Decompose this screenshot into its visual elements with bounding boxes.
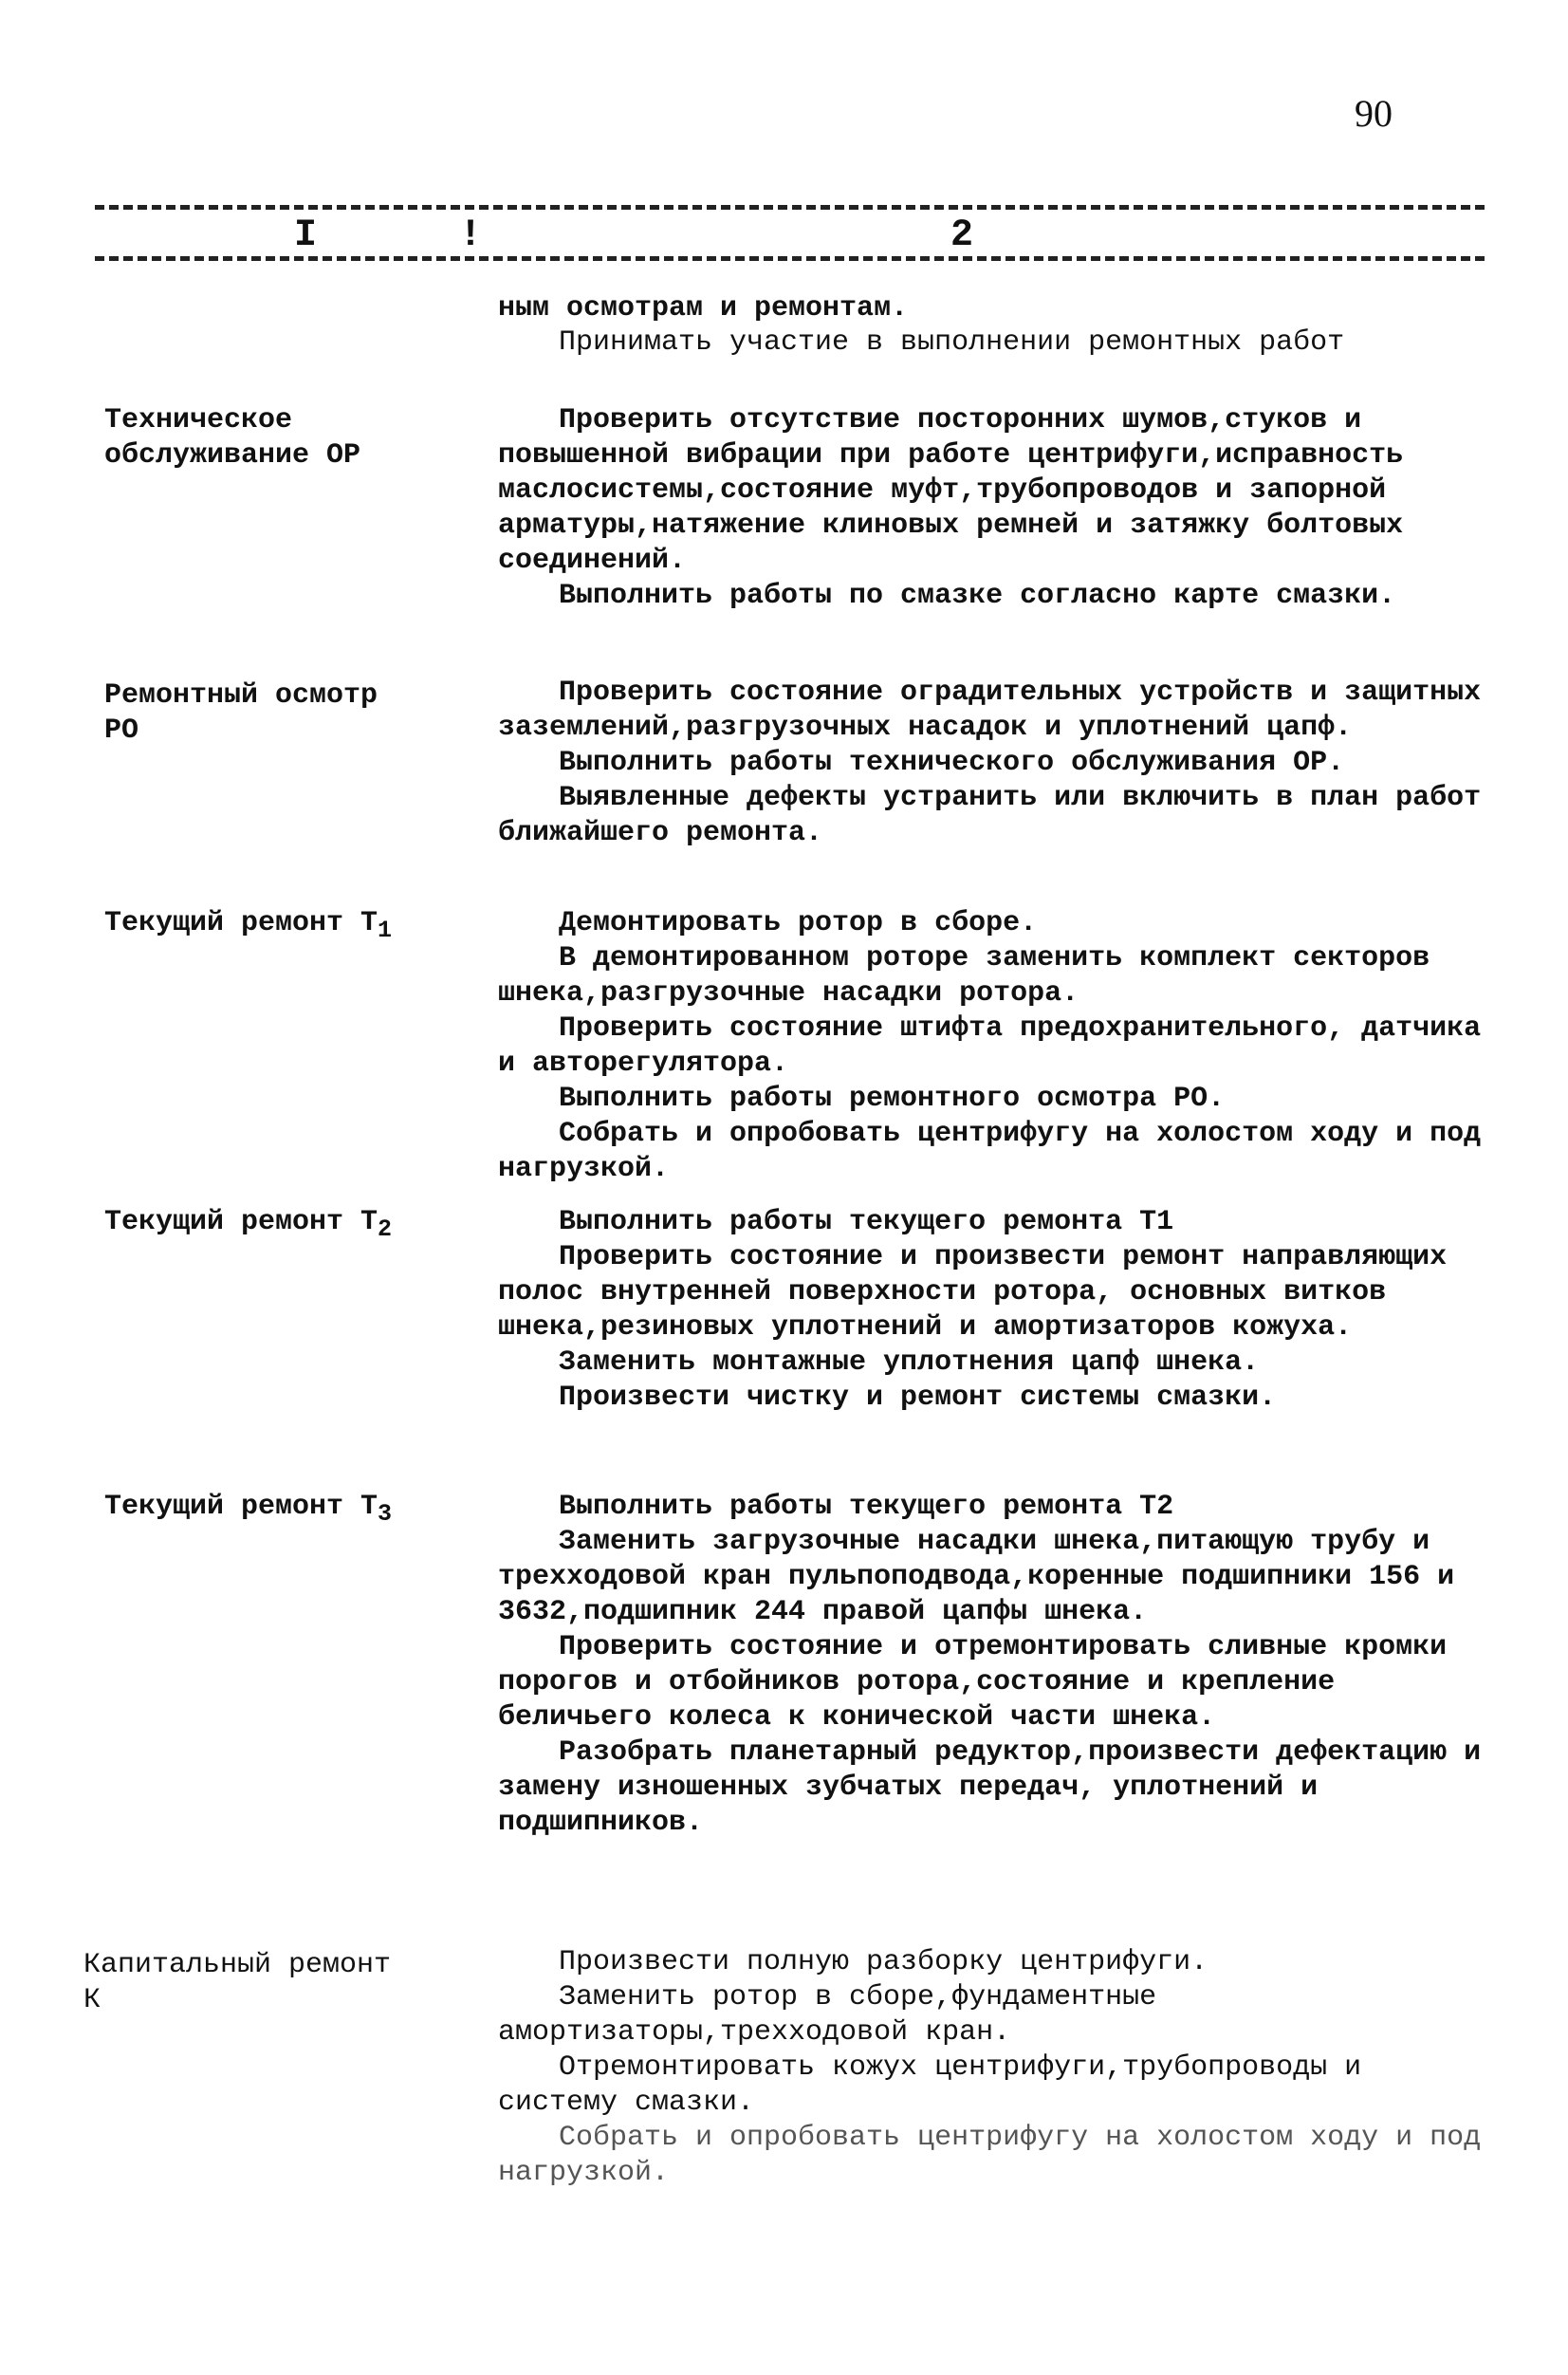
- header-col-2: 2: [950, 214, 974, 257]
- text-paragraph: Собрать и опробовать центрифугу на холостом ходу и под нагрузкой.: [498, 2122, 1482, 2189]
- text-paragraph: Выполнить работы ремонтного осмотра РО.: [559, 1083, 1226, 1115]
- text-paragraph: Произвести полную разборку центрифуги.: [559, 1946, 1208, 1978]
- text-paragraph: В демонтированном роторе заменить комплект секторов шнека,разгрузочные насадки ротора.: [498, 942, 1430, 1010]
- header-separator: !: [459, 214, 483, 257]
- text-paragraph: Выявленные дефекты устранить или включить в план работ ближайшего ремонта.: [498, 782, 1482, 849]
- text-paragraph: Проверить состояние и произвести ремонт направляющих полос внутренней поверхности ротора, основных витков шнека,резиновых уплотнений и амортизаторов кожуха.: [498, 1241, 1448, 1344]
- row-label-current-repair-t1: [104, 906, 427, 948]
- label-text: Текущий ремонт Т: [104, 1491, 378, 1523]
- text-paragraph: Произвести чистку и ремонт системы смазки.: [559, 1382, 1277, 1414]
- text-paragraph: Разобрать планетарный редуктор,произвести дефектацию и замену изношенных зубчатых передач, уплотнений и подшипников.: [498, 1736, 1482, 1839]
- label-subscript: 2: [378, 1215, 393, 1243]
- row-text-maintenance: [498, 403, 1494, 614]
- text-paragraph: Выполнить работы технического обслуживания ОР.: [559, 747, 1345, 779]
- label-subscript: 1: [378, 917, 393, 944]
- row-label-maintenance: Техническое обслуживание ОР: [104, 404, 361, 472]
- row-text-current-repair-t2: [498, 1205, 1494, 1416]
- label-text: Текущий ремонт Т: [104, 907, 378, 939]
- text-paragraph: Заменить монтажные уплотнения цапф шнека.: [559, 1346, 1260, 1379]
- table-header-top-rule: [95, 205, 1485, 210]
- text-paragraph: Проверить состояние и отремонтировать сливные кромки порогов и отбойников ротора,состояние и крепление беличьего колеса к конической части шнека.: [498, 1631, 1448, 1734]
- text-paragraph: Проверить отсутствие посторонних шумов,стуков и повышенной вибрации при работе центрифуги,исправность маслосистемы,состояние муфт,трубопроводов и запорной арматуры,натяжение клиновых ремней и затяжку болтовых соединений.: [498, 404, 1404, 577]
- row-text-repair-inspection: [498, 676, 1494, 851]
- page-number: 90: [1355, 92, 1393, 135]
- continuation-line-2: Принимать участие в выполнении ремонтных работ: [559, 326, 1345, 359]
- text-paragraph: Заменить ротор в сборе,фундаментные амортизаторы,трехходовой кран.: [498, 1981, 1157, 2049]
- text-paragraph: Проверить состояние оградительных устройств и защитных заземлений,разгрузочных насадок и уплотнений цапф.: [498, 677, 1482, 744]
- header-col-1: I: [294, 214, 318, 257]
- row-label-current-repair-t2: [104, 1205, 427, 1247]
- row-label-repair-inspection: Ремонтный осмотр РО: [104, 679, 378, 747]
- text-paragraph: Выполнить работы текущего ремонта Т1: [559, 1206, 1174, 1238]
- continuation-line-1: ным осмотрам и ремонтам.: [498, 292, 909, 325]
- text-paragraph: Выполнить работы по смазке согласно карте смазки.: [559, 580, 1396, 612]
- text-paragraph: Заменить загрузочные насадки шнека,питающую трубу и трехходовой кран пульпоподвода,коренные подшипники 156 и 3632,подшипник 244 правой цапфы шнека.: [498, 1526, 1455, 1628]
- text-paragraph: Выполнить работы текущего ремонта Т2: [559, 1491, 1174, 1523]
- label-text: Текущий ремонт Т: [104, 1206, 378, 1238]
- text-paragraph: Проверить состояние штифта предохранительного, датчика и авторегулятора.: [498, 1012, 1482, 1080]
- row-text-current-repair-t3: [498, 1490, 1494, 1841]
- text-paragraph: Собрать и опробовать центрифугу на холостом ходу и под нагрузкой.: [498, 1118, 1482, 1185]
- row-label-current-repair-t3: [104, 1490, 427, 1531]
- text-paragraph: Демонтировать ротор в сборе.: [559, 907, 1038, 939]
- label-subscript: 3: [378, 1500, 393, 1528]
- row-label-capital-repair: Капитальный ремонт К: [83, 1949, 392, 2016]
- row-text-capital-repair: [498, 1945, 1494, 2191]
- text-paragraph: Отремонтировать кожух центрифуги,трубопроводы и систему смазки.: [498, 2051, 1362, 2119]
- row-text-current-repair-t1: [498, 906, 1494, 1187]
